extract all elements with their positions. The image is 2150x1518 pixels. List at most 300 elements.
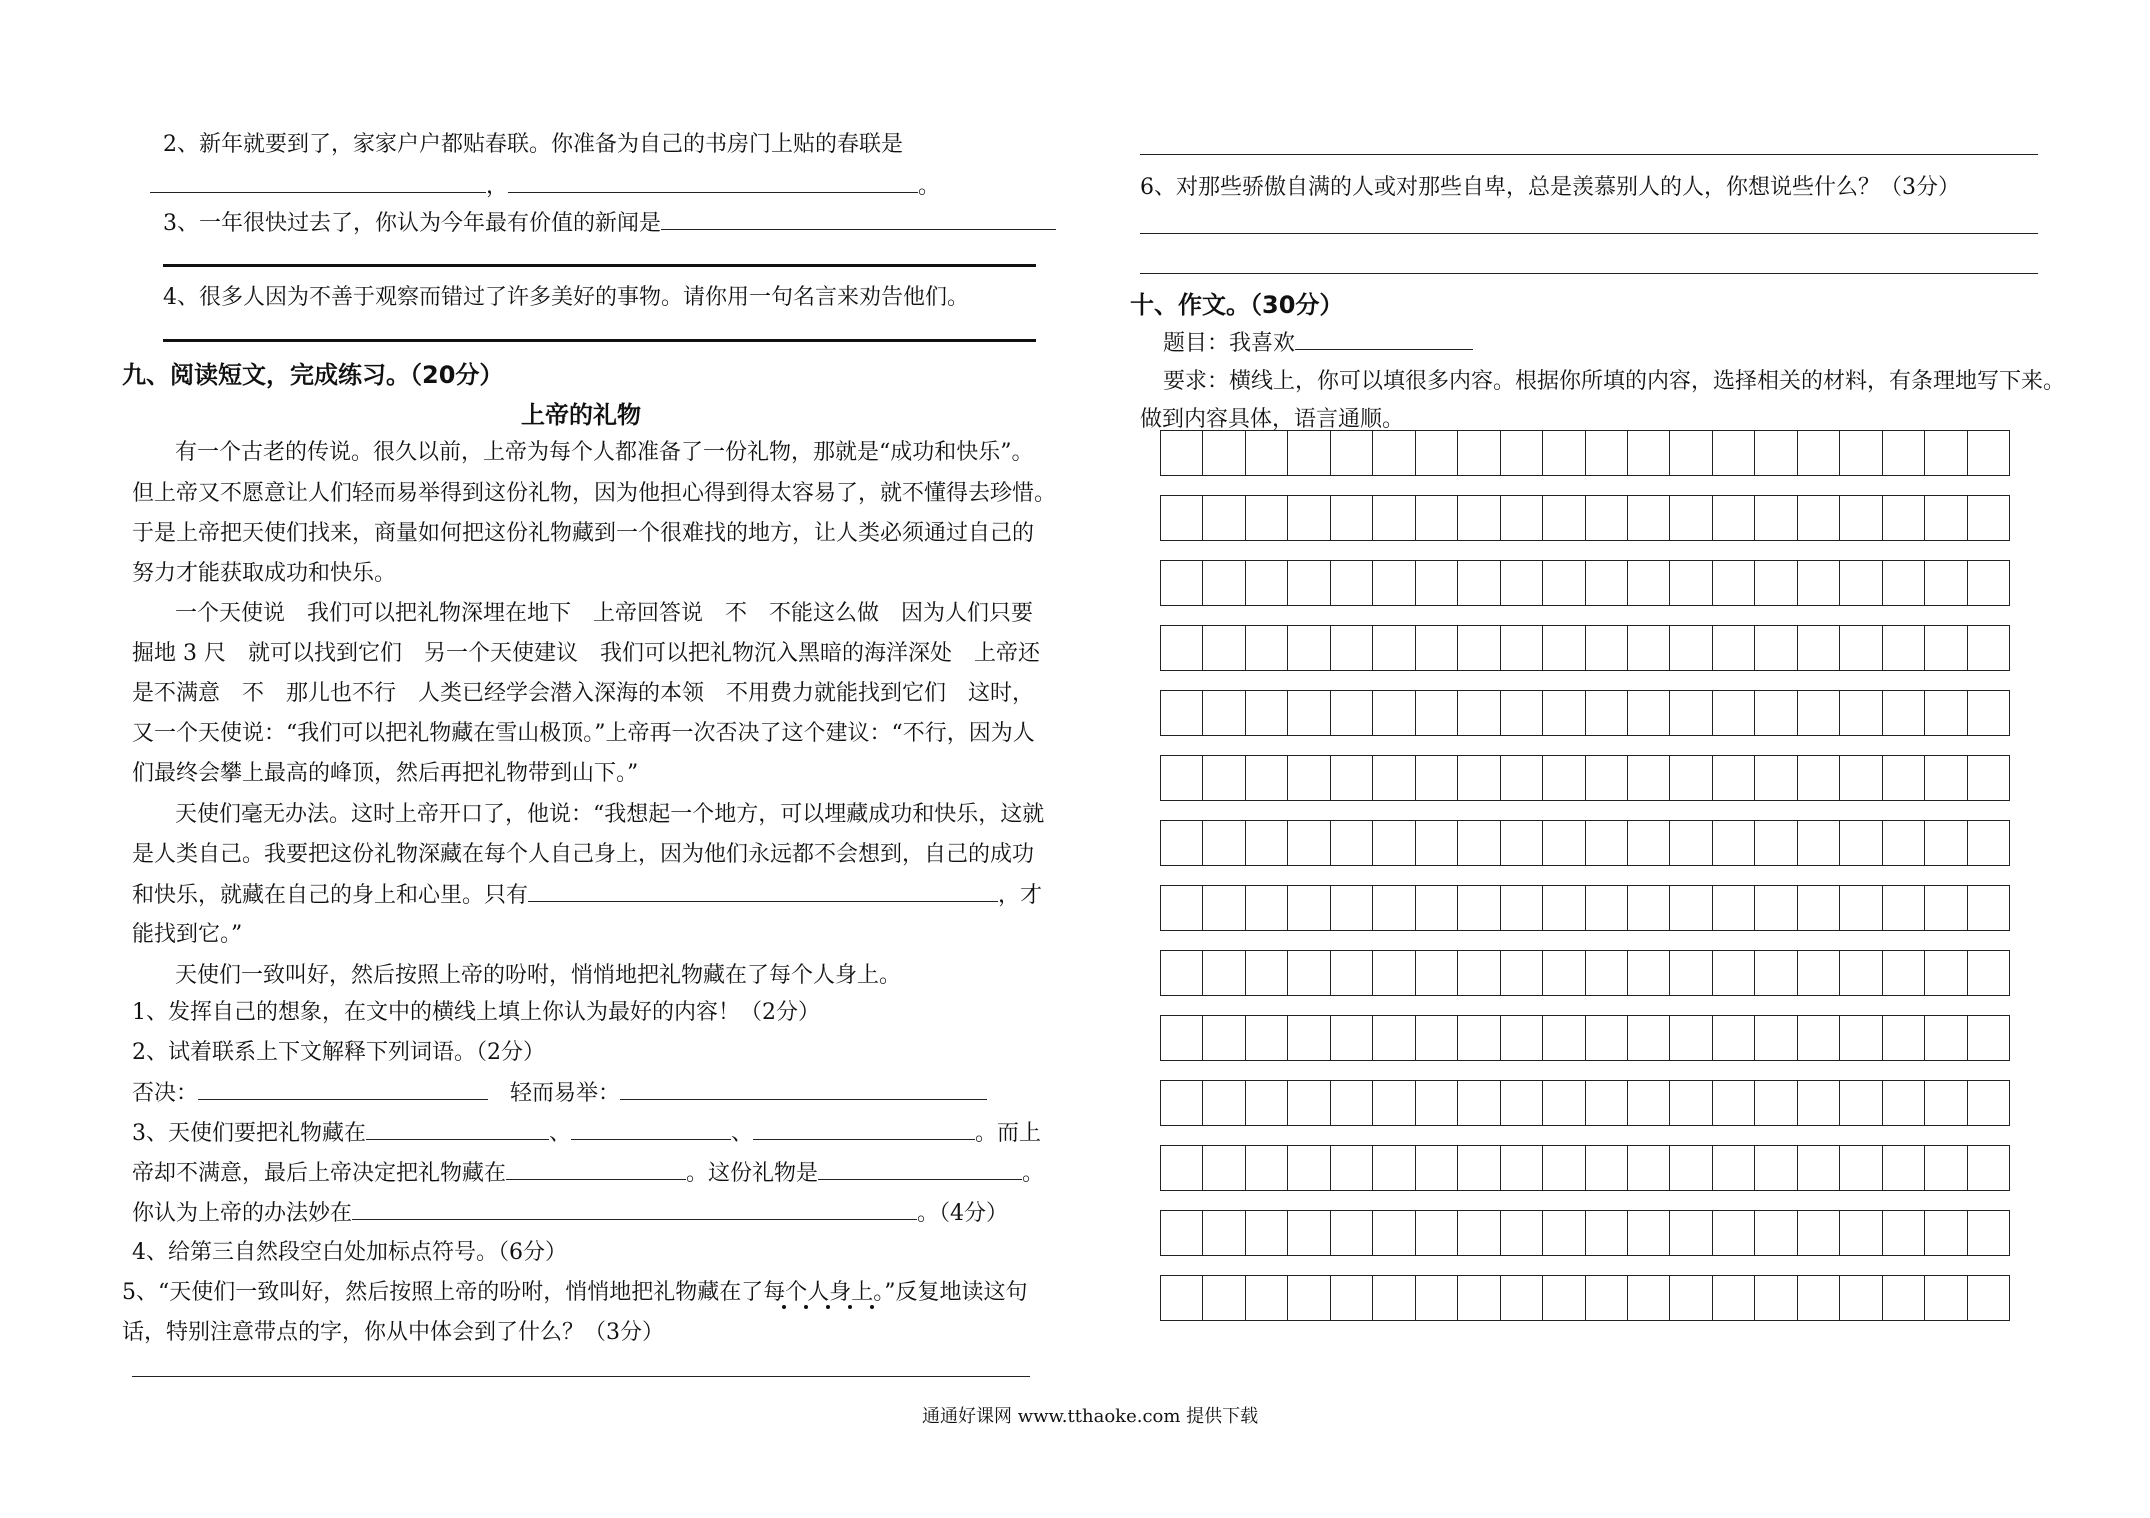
composition-grid-cell[interactable] bbox=[1925, 951, 1967, 995]
composition-grid-cell[interactable] bbox=[1246, 951, 1288, 995]
composition-grid-cell[interactable] bbox=[1203, 1146, 1245, 1190]
composition-grid-cell[interactable] bbox=[1755, 1211, 1797, 1255]
composition-grid-cell[interactable] bbox=[1628, 821, 1670, 865]
composition-grid-cell[interactable] bbox=[1501, 756, 1543, 800]
composition-grid-cell[interactable] bbox=[1288, 431, 1330, 475]
composition-grid-cell[interactable] bbox=[1586, 1081, 1628, 1125]
composition-grid-cell[interactable] bbox=[1501, 691, 1543, 735]
composition-grid-cell[interactable] bbox=[1670, 1276, 1712, 1320]
composition-grid-cell[interactable] bbox=[1968, 691, 2009, 735]
composition-grid-cell[interactable] bbox=[1543, 756, 1585, 800]
couplet-blank-2[interactable] bbox=[508, 168, 918, 193]
composition-grid-cell[interactable] bbox=[1331, 691, 1373, 735]
composition-grid-cell[interactable] bbox=[1543, 1211, 1585, 1255]
composition-grid-cell[interactable] bbox=[1925, 431, 1967, 475]
composition-grid-cell[interactable] bbox=[1161, 1081, 1203, 1125]
composition-grid-cell[interactable] bbox=[1713, 561, 1755, 605]
composition-grid-cell[interactable] bbox=[1246, 496, 1288, 540]
composition-grid-cell[interactable] bbox=[1840, 821, 1882, 865]
composition-grid-cell[interactable] bbox=[1670, 626, 1712, 670]
composition-grid-cell[interactable] bbox=[1543, 1146, 1585, 1190]
composition-grid-cell[interactable] bbox=[1203, 626, 1245, 670]
composition-grid-cell[interactable] bbox=[1246, 431, 1288, 475]
composition-grid-cell[interactable] bbox=[1203, 821, 1245, 865]
composition-grid-cell[interactable] bbox=[1501, 1211, 1543, 1255]
composition-grid-cell[interactable] bbox=[1586, 561, 1628, 605]
composition-grid-cell[interactable] bbox=[1161, 691, 1203, 735]
composition-grid-cell[interactable] bbox=[1288, 1211, 1330, 1255]
composition-grid-cell[interactable] bbox=[1798, 1276, 1840, 1320]
composition-grid-cell[interactable] bbox=[1586, 1146, 1628, 1190]
composition-grid-cell[interactable] bbox=[1968, 886, 2009, 930]
composition-grid-cell[interactable] bbox=[1798, 886, 1840, 930]
composition-grid-cell[interactable] bbox=[1543, 626, 1585, 670]
composition-grid-cell[interactable] bbox=[1586, 886, 1628, 930]
composition-grid-cell[interactable] bbox=[1670, 431, 1712, 475]
composition-grid-cell[interactable] bbox=[1798, 1146, 1840, 1190]
composition-grid-cell[interactable] bbox=[1458, 821, 1500, 865]
composition-grid-cell[interactable] bbox=[1883, 1276, 1925, 1320]
composition-grid-cell[interactable] bbox=[1670, 951, 1712, 995]
composition-grid-cell[interactable] bbox=[1713, 821, 1755, 865]
composition-grid-cell[interactable] bbox=[1713, 1276, 1755, 1320]
composition-grid-cell[interactable] bbox=[1161, 1146, 1203, 1190]
q3-blank-3[interactable] bbox=[753, 1115, 975, 1140]
composition-requirement-1: 要求：横线上，你可以填很多内容。根据你所填的内容，选择相关的材料，有条理地写下来。 bbox=[1163, 369, 2066, 394]
composition-grid-cell[interactable] bbox=[1246, 1081, 1288, 1125]
composition-grid-cell[interactable] bbox=[1288, 951, 1330, 995]
composition-grid-cell[interactable] bbox=[1161, 496, 1203, 540]
news-blank[interactable] bbox=[661, 205, 1056, 230]
composition-grid-cell[interactable] bbox=[1331, 431, 1373, 475]
composition-grid-cell[interactable] bbox=[1458, 496, 1500, 540]
composition-grid-cell[interactable] bbox=[1161, 561, 1203, 605]
composition-grid-cell[interactable] bbox=[1288, 886, 1330, 930]
composition-grid-cell[interactable] bbox=[1968, 756, 2009, 800]
composition-grid-cell[interactable] bbox=[1458, 1016, 1500, 1060]
composition-grid-cell[interactable] bbox=[1458, 431, 1500, 475]
composition-grid-cell[interactable] bbox=[1246, 756, 1288, 800]
composition-grid-cell[interactable] bbox=[1501, 1081, 1543, 1125]
composition-grid-cell[interactable] bbox=[1755, 1081, 1797, 1125]
composition-grid-cell[interactable] bbox=[1713, 1016, 1755, 1060]
composition-grid-cell[interactable] bbox=[1331, 1276, 1373, 1320]
composition-grid-cell[interactable] bbox=[1416, 561, 1458, 605]
composition-grid-cell[interactable] bbox=[1798, 691, 1840, 735]
composition-grid-cell[interactable] bbox=[1416, 1016, 1458, 1060]
composition-grid-cell[interactable] bbox=[1840, 431, 1882, 475]
composition-grid-cell[interactable] bbox=[1883, 431, 1925, 475]
composition-grid-cell[interactable] bbox=[1501, 431, 1543, 475]
composition-grid-cell[interactable] bbox=[1968, 431, 2009, 475]
composition-grid-cell[interactable] bbox=[1501, 1016, 1543, 1060]
composition-grid-cell[interactable] bbox=[1543, 886, 1585, 930]
composition-grid-cell[interactable] bbox=[1288, 496, 1330, 540]
composition-grid-cell[interactable] bbox=[1331, 951, 1373, 995]
word-blank-fojue[interactable] bbox=[198, 1075, 488, 1100]
answer-line-q5[interactable] bbox=[132, 1376, 1030, 1377]
q3-blank-4[interactable] bbox=[506, 1155, 686, 1180]
composition-grid-cell[interactable] bbox=[1840, 756, 1882, 800]
composition-grid-cell[interactable] bbox=[1501, 951, 1543, 995]
composition-grid-cell[interactable] bbox=[1925, 1016, 1967, 1060]
composition-grid-cell[interactable] bbox=[1288, 1146, 1330, 1190]
composition-grid-cell[interactable] bbox=[1628, 1016, 1670, 1060]
composition-grid-cell[interactable] bbox=[1373, 1146, 1415, 1190]
composition-grid-cell[interactable] bbox=[1840, 1146, 1882, 1190]
composition-grid-cell[interactable] bbox=[1161, 756, 1203, 800]
composition-grid-cell[interactable] bbox=[1331, 756, 1373, 800]
passage-fill-blank[interactable] bbox=[528, 877, 998, 902]
composition-grid-cell[interactable] bbox=[1713, 886, 1755, 930]
composition-grid-cell[interactable] bbox=[1288, 1276, 1330, 1320]
composition-grid-cell[interactable] bbox=[1840, 691, 1882, 735]
composition-grid-cell[interactable] bbox=[1246, 1016, 1288, 1060]
answer-line-right-top[interactable] bbox=[1140, 154, 2038, 155]
composition-grid-cell[interactable] bbox=[1755, 431, 1797, 475]
composition-grid-cell[interactable] bbox=[1840, 951, 1882, 995]
composition-grid-cell[interactable] bbox=[1883, 561, 1925, 605]
composition-grid-cell[interactable] bbox=[1373, 1211, 1415, 1255]
composition-grid-cell[interactable] bbox=[1543, 431, 1585, 475]
composition-grid-cell[interactable] bbox=[1458, 1211, 1500, 1255]
composition-grid-cell[interactable] bbox=[1840, 1081, 1882, 1125]
composition-grid-cell[interactable] bbox=[1713, 691, 1755, 735]
composition-grid-cell[interactable] bbox=[1501, 496, 1543, 540]
answer-line-q6-2[interactable] bbox=[1140, 273, 2038, 274]
composition-grid-cell[interactable] bbox=[1713, 1211, 1755, 1255]
composition-grid-cell[interactable] bbox=[1543, 561, 1585, 605]
composition-grid-cell[interactable] bbox=[1883, 1081, 1925, 1125]
composition-grid-cell[interactable] bbox=[1968, 1081, 2009, 1125]
composition-grid-cell[interactable] bbox=[1713, 496, 1755, 540]
composition-grid-cell[interactable] bbox=[1458, 1146, 1500, 1190]
composition-grid-cell[interactable] bbox=[1288, 691, 1330, 735]
composition-grid-cell[interactable] bbox=[1586, 951, 1628, 995]
composition-grid-cell[interactable] bbox=[1501, 561, 1543, 605]
composition-grid-cell[interactable] bbox=[1416, 691, 1458, 735]
composition-grid-cell[interactable] bbox=[1373, 626, 1415, 670]
composition-grid-cell[interactable] bbox=[1373, 951, 1415, 995]
composition-grid-cell[interactable] bbox=[1373, 1276, 1415, 1320]
composition-grid-cell[interactable] bbox=[1458, 886, 1500, 930]
composition-grid-cell[interactable] bbox=[1755, 1016, 1797, 1060]
composition-grid-cell[interactable] bbox=[1331, 1211, 1373, 1255]
composition-grid-cell[interactable] bbox=[1883, 1016, 1925, 1060]
composition-grid-cell[interactable] bbox=[1373, 1081, 1415, 1125]
composition-grid-cell[interactable] bbox=[1840, 1276, 1882, 1320]
composition-grid-cell[interactable] bbox=[1586, 496, 1628, 540]
composition-grid-cell[interactable] bbox=[1501, 821, 1543, 865]
composition-grid-cell[interactable] bbox=[1798, 626, 1840, 670]
composition-grid-cell[interactable] bbox=[1203, 1081, 1245, 1125]
composition-grid-cell[interactable] bbox=[1458, 626, 1500, 670]
answer-line-q4[interactable] bbox=[163, 339, 1036, 342]
composition-grid-cell[interactable] bbox=[1586, 1016, 1628, 1060]
composition-grid-cell[interactable] bbox=[1331, 886, 1373, 930]
composition-topic-blank[interactable] bbox=[1295, 325, 1473, 350]
composition-grid-cell[interactable] bbox=[1331, 561, 1373, 605]
composition-grid-cell[interactable] bbox=[1840, 626, 1882, 670]
composition-grid-cell[interactable] bbox=[1543, 496, 1585, 540]
composition-grid-cell[interactable] bbox=[1331, 1146, 1373, 1190]
composition-grid-cell[interactable] bbox=[1670, 1146, 1712, 1190]
composition-grid-cell[interactable] bbox=[1203, 691, 1245, 735]
composition-grid-cell[interactable] bbox=[1586, 1211, 1628, 1255]
composition-grid-cell[interactable] bbox=[1883, 626, 1925, 670]
composition-grid-cell[interactable] bbox=[1883, 1211, 1925, 1255]
composition-grid-cell[interactable] bbox=[1968, 1146, 2009, 1190]
composition-grid-cell[interactable] bbox=[1755, 886, 1797, 930]
composition-grid-cell[interactable] bbox=[1798, 821, 1840, 865]
composition-grid-cell[interactable] bbox=[1925, 1276, 1967, 1320]
composition-grid-cell[interactable] bbox=[1713, 1146, 1755, 1190]
composition-grid-cell[interactable] bbox=[1543, 821, 1585, 865]
composition-grid-cell[interactable] bbox=[1670, 1081, 1712, 1125]
composition-grid-cell[interactable] bbox=[1670, 561, 1712, 605]
composition-grid-cell[interactable] bbox=[1373, 756, 1415, 800]
composition-grid-cell[interactable] bbox=[1840, 886, 1882, 930]
composition-grid-cell[interactable] bbox=[1755, 821, 1797, 865]
answer-line-q3[interactable] bbox=[163, 264, 1036, 267]
composition-grid-cell[interactable] bbox=[1586, 431, 1628, 475]
composition-grid-cell[interactable] bbox=[1883, 951, 1925, 995]
composition-grid-cell[interactable] bbox=[1586, 821, 1628, 865]
composition-grid-cell[interactable] bbox=[1755, 496, 1797, 540]
composition-grid-cell[interactable] bbox=[1416, 821, 1458, 865]
composition-grid-cell[interactable] bbox=[1713, 951, 1755, 995]
composition-grid-cell[interactable] bbox=[1458, 561, 1500, 605]
composition-grid-cell[interactable] bbox=[1968, 561, 2009, 605]
composition-grid-cell[interactable] bbox=[1543, 1276, 1585, 1320]
composition-grid-cell[interactable] bbox=[1628, 951, 1670, 995]
composition-grid-cell[interactable] bbox=[1586, 626, 1628, 670]
answer-line-q6-1[interactable] bbox=[1140, 233, 2038, 234]
composition-grid-cell[interactable] bbox=[1203, 1276, 1245, 1320]
composition-grid-cell[interactable] bbox=[1458, 756, 1500, 800]
composition-grid-cell[interactable] bbox=[1543, 1081, 1585, 1125]
composition-grid-cell[interactable] bbox=[1331, 1081, 1373, 1125]
composition-grid-cell[interactable] bbox=[1925, 756, 1967, 800]
composition-grid-cell[interactable] bbox=[1713, 626, 1755, 670]
composition-grid-cell[interactable] bbox=[1203, 431, 1245, 475]
composition-grid-cell[interactable] bbox=[1586, 1276, 1628, 1320]
composition-grid-cell[interactable] bbox=[1288, 561, 1330, 605]
composition-grid-cell[interactable] bbox=[1331, 626, 1373, 670]
composition-grid-cell[interactable] bbox=[1670, 691, 1712, 735]
composition-grid-cell[interactable] bbox=[1416, 626, 1458, 670]
composition-grid-cell[interactable] bbox=[1798, 951, 1840, 995]
composition-grid-cell[interactable] bbox=[1288, 756, 1330, 800]
composition-grid-cell[interactable] bbox=[1543, 691, 1585, 735]
composition-grid-cell[interactable] bbox=[1161, 1276, 1203, 1320]
composition-grid-cell[interactable] bbox=[1713, 431, 1755, 475]
composition-grid-cell[interactable] bbox=[1203, 561, 1245, 605]
composition-grid-cell[interactable] bbox=[1161, 1211, 1203, 1255]
composition-grid-cell[interactable] bbox=[1925, 1081, 1967, 1125]
composition-grid-cell[interactable] bbox=[1458, 1081, 1500, 1125]
composition-grid-cell[interactable] bbox=[1373, 691, 1415, 735]
composition-grid-cell[interactable] bbox=[1416, 756, 1458, 800]
composition-grid-cell[interactable] bbox=[1628, 756, 1670, 800]
composition-grid-cell[interactable] bbox=[1755, 756, 1797, 800]
composition-grid-cell[interactable] bbox=[1203, 756, 1245, 800]
composition-grid-cell[interactable] bbox=[1925, 1146, 1967, 1190]
composition-grid-cell[interactable] bbox=[1925, 821, 1967, 865]
composition-grid-cell[interactable] bbox=[1161, 626, 1203, 670]
composition-grid-cell[interactable] bbox=[1246, 691, 1288, 735]
composition-grid-cell[interactable] bbox=[1288, 1016, 1330, 1060]
composition-grid-cell[interactable] bbox=[1925, 561, 1967, 605]
composition-grid-cell[interactable] bbox=[1458, 691, 1500, 735]
composition-grid-cell[interactable] bbox=[1246, 886, 1288, 930]
composition-grid-cell[interactable] bbox=[1670, 1016, 1712, 1060]
composition-grid-cell[interactable] bbox=[1798, 431, 1840, 475]
composition-grid-cell[interactable] bbox=[1246, 1276, 1288, 1320]
composition-grid-cell[interactable] bbox=[1203, 1211, 1245, 1255]
composition-grid-cell[interactable] bbox=[1755, 1146, 1797, 1190]
word-blank-qingeryiju[interactable] bbox=[620, 1075, 987, 1100]
composition-grid-cell[interactable] bbox=[1798, 1211, 1840, 1255]
composition-grid-cell[interactable] bbox=[1203, 496, 1245, 540]
composition-grid-cell[interactable] bbox=[1416, 1146, 1458, 1190]
composition-grid-cell[interactable] bbox=[1883, 496, 1925, 540]
composition-grid-cell[interactable] bbox=[1883, 691, 1925, 735]
composition-grid-cell[interactable] bbox=[1246, 1211, 1288, 1255]
composition-grid-cell[interactable] bbox=[1883, 756, 1925, 800]
composition-grid-cell[interactable] bbox=[1161, 431, 1203, 475]
composition-grid-cell[interactable] bbox=[1628, 1146, 1670, 1190]
composition-grid-cell[interactable] bbox=[1628, 1211, 1670, 1255]
composition-grid-cell[interactable] bbox=[1968, 1276, 2009, 1320]
composition-grid-cell[interactable] bbox=[1798, 756, 1840, 800]
composition-grid-cell[interactable] bbox=[1883, 821, 1925, 865]
composition-grid-cell[interactable] bbox=[1288, 1081, 1330, 1125]
composition-grid-cell[interactable] bbox=[1246, 561, 1288, 605]
composition-grid-cell[interactable] bbox=[1501, 1146, 1543, 1190]
composition-grid-cell[interactable] bbox=[1968, 821, 2009, 865]
composition-grid-cell[interactable] bbox=[1628, 496, 1670, 540]
composition-grid-cell[interactable] bbox=[1458, 1276, 1500, 1320]
composition-grid-cell[interactable] bbox=[1416, 886, 1458, 930]
composition-grid-cell[interactable] bbox=[1840, 561, 1882, 605]
composition-grid-cell[interactable] bbox=[1755, 626, 1797, 670]
composition-grid-cell[interactable] bbox=[1755, 1276, 1797, 1320]
composition-grid-cell[interactable] bbox=[1798, 561, 1840, 605]
composition-grid-cell[interactable] bbox=[1586, 756, 1628, 800]
composition-grid-cell[interactable] bbox=[1416, 951, 1458, 995]
composition-grid-cell[interactable] bbox=[1968, 951, 2009, 995]
q3-blank-2[interactable] bbox=[571, 1115, 731, 1140]
composition-grid-cell[interactable] bbox=[1246, 626, 1288, 670]
composition-grid-cell[interactable] bbox=[1288, 626, 1330, 670]
composition-grid-cell[interactable] bbox=[1798, 1016, 1840, 1060]
composition-grid-cell[interactable] bbox=[1246, 821, 1288, 865]
composition-grid-cell[interactable] bbox=[1373, 561, 1415, 605]
composition-grid-cell[interactable] bbox=[1883, 886, 1925, 930]
composition-grid-cell[interactable] bbox=[1416, 1081, 1458, 1125]
composition-grid-cell[interactable] bbox=[1203, 886, 1245, 930]
composition-grid-cell[interactable] bbox=[1628, 1276, 1670, 1320]
composition-grid-cell[interactable] bbox=[1501, 626, 1543, 670]
composition-grid-cell[interactable] bbox=[1288, 821, 1330, 865]
composition-grid-cell[interactable] bbox=[1416, 431, 1458, 475]
composition-grid-cell[interactable] bbox=[1543, 951, 1585, 995]
composition-grid-cell[interactable] bbox=[1373, 1016, 1415, 1060]
composition-grid-cell[interactable] bbox=[1968, 1211, 2009, 1255]
composition-grid-cell[interactable] bbox=[1968, 1016, 2009, 1060]
composition-grid-cell[interactable] bbox=[1246, 1146, 1288, 1190]
composition-grid-cell[interactable] bbox=[1373, 496, 1415, 540]
composition-grid-cell[interactable] bbox=[1161, 1016, 1203, 1060]
composition-grid-cell[interactable] bbox=[1543, 1016, 1585, 1060]
composition-grid-cell[interactable] bbox=[1925, 626, 1967, 670]
composition-grid-cell[interactable] bbox=[1925, 496, 1967, 540]
composition-grid-cell[interactable] bbox=[1161, 951, 1203, 995]
composition-grid-cell[interactable] bbox=[1331, 496, 1373, 540]
composition-grid-cell[interactable] bbox=[1670, 756, 1712, 800]
composition-grid-cell[interactable] bbox=[1713, 1081, 1755, 1125]
composition-grid-cell[interactable] bbox=[1628, 626, 1670, 670]
composition-grid-cell[interactable] bbox=[1628, 431, 1670, 475]
composition-grid-cell[interactable] bbox=[1925, 691, 1967, 735]
composition-grid-cell[interactable] bbox=[1203, 1016, 1245, 1060]
composition-grid-cell[interactable] bbox=[1416, 496, 1458, 540]
q3-blank-1[interactable] bbox=[366, 1115, 549, 1140]
composition-grid-cell[interactable] bbox=[1925, 886, 1967, 930]
composition-grid-cell[interactable] bbox=[1670, 496, 1712, 540]
composition-grid-cell[interactable] bbox=[1501, 1276, 1543, 1320]
composition-grid-cell[interactable] bbox=[1373, 821, 1415, 865]
composition-grid-cell[interactable] bbox=[1628, 886, 1670, 930]
composition-grid-cell[interactable] bbox=[1203, 951, 1245, 995]
composition-grid-cell[interactable] bbox=[1968, 496, 2009, 540]
composition-grid-cell[interactable] bbox=[1840, 1016, 1882, 1060]
composition-grid-cell[interactable] bbox=[1331, 1016, 1373, 1060]
composition-grid-cell[interactable] bbox=[1713, 756, 1755, 800]
composition-grid-cell[interactable] bbox=[1798, 1081, 1840, 1125]
composition-grid-cell[interactable] bbox=[1840, 1211, 1882, 1255]
composition-grid-cell[interactable] bbox=[1755, 561, 1797, 605]
composition-grid-cell[interactable] bbox=[1670, 1211, 1712, 1255]
composition-grid-cell[interactable] bbox=[1416, 1276, 1458, 1320]
q3-blank-5[interactable] bbox=[818, 1155, 1022, 1180]
composition-grid-cell[interactable] bbox=[1840, 496, 1882, 540]
composition-grid-cell[interactable] bbox=[1161, 821, 1203, 865]
composition-grid-cell[interactable] bbox=[1883, 1146, 1925, 1190]
composition-grid-cell[interactable] bbox=[1628, 561, 1670, 605]
composition-grid-cell[interactable] bbox=[1968, 626, 2009, 670]
composition-grid-cell[interactable] bbox=[1501, 886, 1543, 930]
composition-grid-cell[interactable] bbox=[1798, 496, 1840, 540]
composition-grid-cell[interactable] bbox=[1416, 1211, 1458, 1255]
couplet-blank-1[interactable] bbox=[150, 168, 486, 193]
q3-blank-6[interactable] bbox=[352, 1195, 917, 1220]
composition-grid-cell[interactable] bbox=[1161, 886, 1203, 930]
composition-grid-cell[interactable] bbox=[1755, 691, 1797, 735]
composition-grid-cell[interactable] bbox=[1925, 1211, 1967, 1255]
composition-grid-cell[interactable] bbox=[1458, 951, 1500, 995]
composition-grid-cell[interactable] bbox=[1628, 1081, 1670, 1125]
composition-grid-cell[interactable] bbox=[1628, 691, 1670, 735]
composition-grid-cell[interactable] bbox=[1670, 821, 1712, 865]
composition-grid-cell[interactable] bbox=[1755, 951, 1797, 995]
composition-grid-cell[interactable] bbox=[1586, 691, 1628, 735]
composition-grid-cell[interactable] bbox=[1373, 431, 1415, 475]
composition-grid-cell[interactable] bbox=[1670, 886, 1712, 930]
composition-grid-cell[interactable] bbox=[1331, 821, 1373, 865]
composition-grid-cell[interactable] bbox=[1373, 886, 1415, 930]
